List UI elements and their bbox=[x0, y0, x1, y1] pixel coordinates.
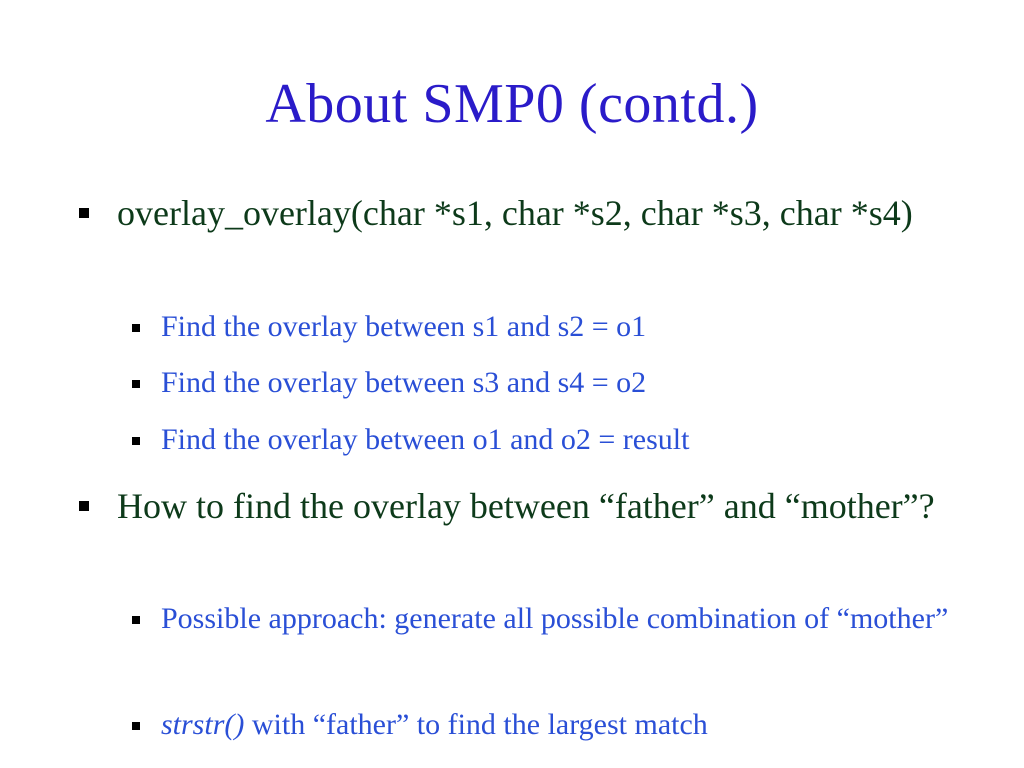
slide-title: About SMP0 (contd.) bbox=[265, 73, 759, 135]
function-name-italic: strstr() bbox=[161, 708, 245, 741]
sub-bullet-item-1-3 bbox=[161, 419, 951, 461]
sub-bullet-item-1-2 bbox=[161, 362, 951, 404]
bullet-text: overlay_overlay(char *s1, char *s2, char *s3, char *s4) bbox=[117, 193, 913, 233]
sub-bullet-text: Find the overlay between s3 and s4 = o2 bbox=[161, 366, 647, 399]
sub-bullet-item-2-1 bbox=[161, 598, 951, 640]
sub-bullet-text: Possible approach: generate all possible combination of “mother” bbox=[161, 602, 949, 635]
sub-bullet-text: with “father” to find the largest match bbox=[244, 708, 708, 741]
sub-bullet-text: Find the overlay between o1 and o2 = result bbox=[161, 423, 690, 456]
square-bullet-icon bbox=[79, 208, 89, 218]
sub-bullet-item-2-2 bbox=[161, 704, 951, 746]
square-bullet-icon bbox=[132, 324, 140, 332]
bullet-item-1 bbox=[117, 188, 957, 238]
sub-bullet-item-1-1 bbox=[161, 306, 951, 348]
square-bullet-icon bbox=[79, 501, 89, 511]
square-bullet-icon bbox=[132, 616, 140, 624]
bullet-item-2 bbox=[117, 481, 957, 531]
square-bullet-icon bbox=[132, 380, 140, 388]
sub-bullet-text: Find the overlay between s1 and s2 = o1 bbox=[161, 310, 647, 343]
square-bullet-icon bbox=[132, 437, 140, 445]
bullet-text: How to find the overlay between “father” and “mother”? bbox=[117, 486, 935, 526]
square-bullet-icon bbox=[132, 722, 140, 730]
